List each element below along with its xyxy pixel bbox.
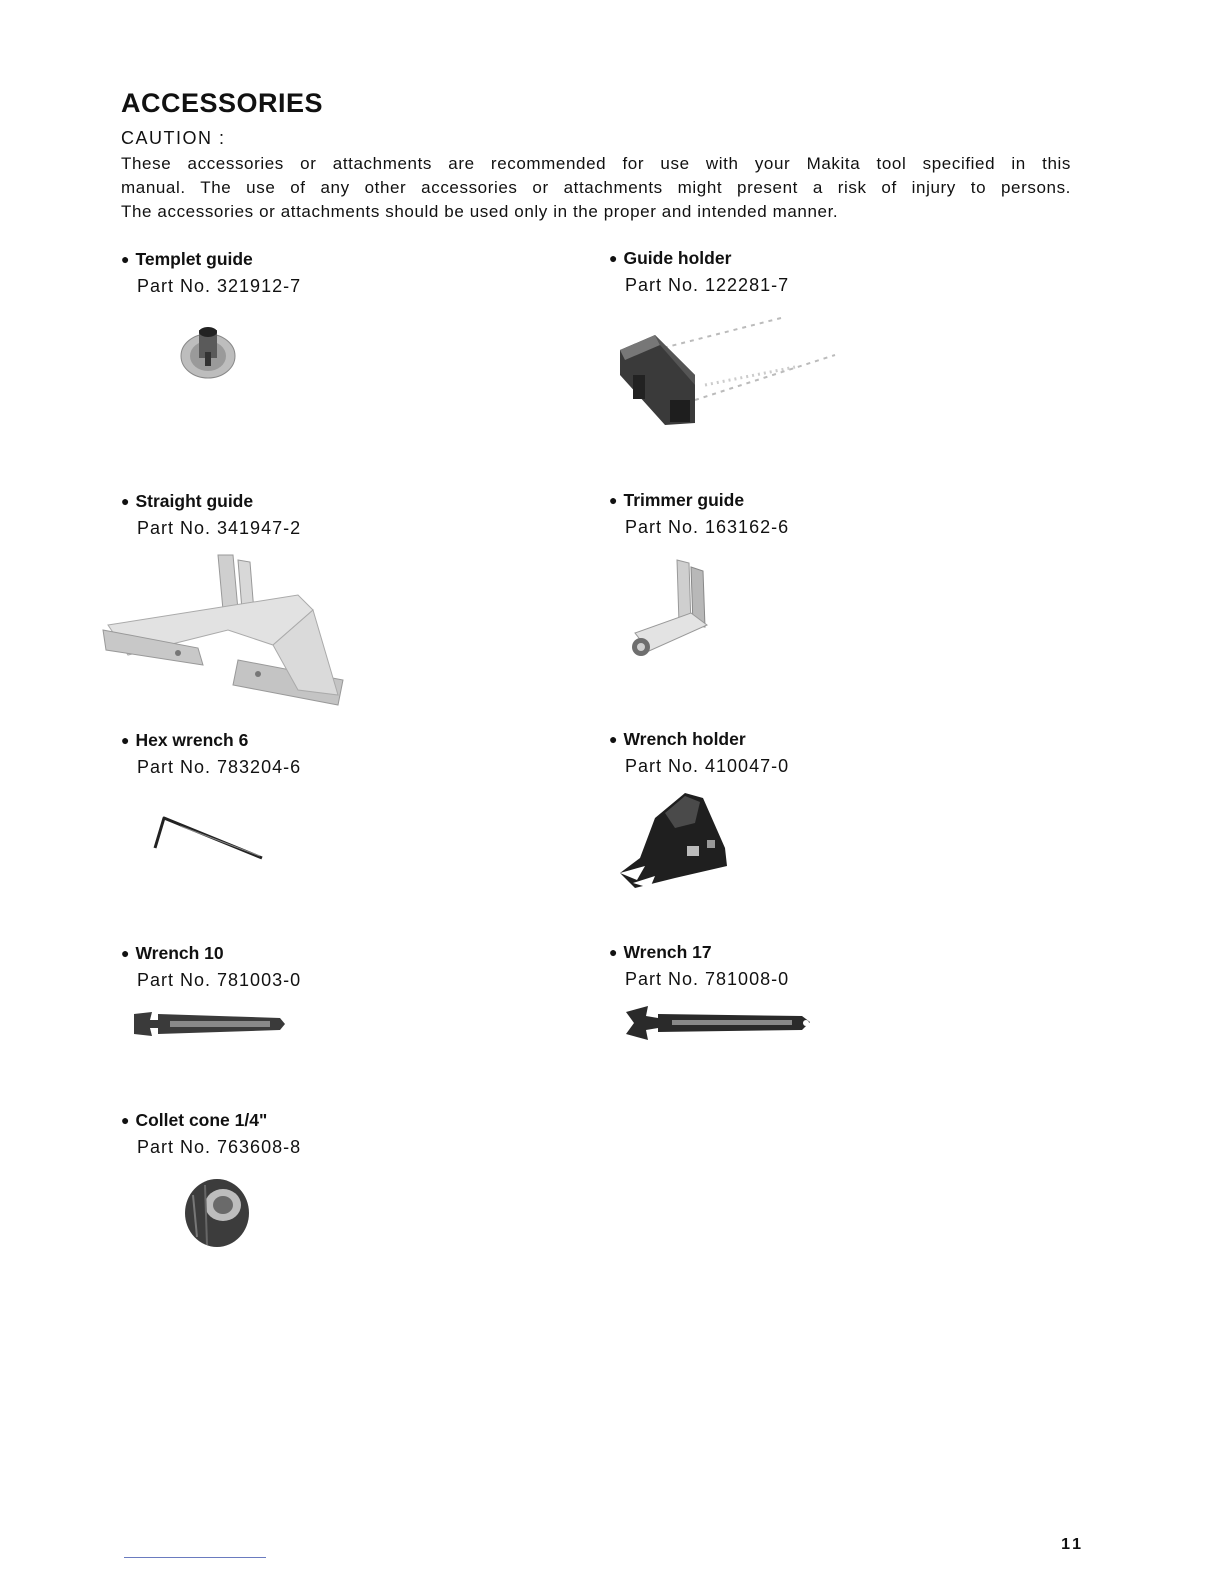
item-part-number: Part No. 763608-8: [137, 1137, 302, 1157]
page-title: ACCESSORIES: [121, 88, 324, 118]
item-part-number: Part No. 321912-7: [137, 276, 302, 296]
item-part-number: Part No. 781003-0: [137, 970, 302, 990]
item-name: Wrench 10: [135, 943, 224, 963]
item-part-number: Part No. 163162-6: [625, 517, 790, 537]
wrench-10-icon: [130, 1008, 290, 1040]
caution-line: The accessories or attachments should be used only in the proper and intended manner.: [121, 202, 839, 221]
accessory-item: ● Wrench 17 Part No. 781008-0: [609, 942, 790, 989]
caution-label: CAUTION :: [121, 128, 226, 148]
item-part-number: Part No. 410047-0: [625, 756, 790, 776]
item-name: Templet guide: [135, 249, 253, 269]
item-name: Hex wrench 6: [135, 730, 249, 750]
caution-text: [121, 152, 1071, 224]
item-name: Wrench 17: [623, 942, 712, 962]
item-name: Straight guide: [135, 491, 254, 511]
item-part-number: Part No. 341947-2: [137, 518, 302, 538]
item-name: Guide holder: [623, 248, 732, 268]
hex-wrench-icon: [150, 810, 270, 865]
collet-cone-icon: [175, 1175, 259, 1253]
item-part-number: Part No. 783204-6: [137, 757, 302, 777]
item-name: Collet cone 1/4": [135, 1110, 268, 1130]
item-part-number: Part No. 781008-0: [625, 969, 790, 989]
item-name: Wrench holder: [623, 729, 746, 749]
accessory-item: ● Wrench holder Part No. 410047-0: [609, 729, 790, 776]
accessory-item: ● Hex wrench 6 Part No. 783204-6: [121, 730, 302, 777]
wrench-holder-icon: [615, 788, 735, 898]
trimmer-guide-icon: [625, 555, 715, 665]
accessory-item: ● Straight guide Part No. 341947-2: [121, 491, 302, 538]
caution-line: These accessories or attachments are recommended for use with your Makita tool specified in this: [121, 154, 1071, 173]
guide-holder-icon: [615, 305, 845, 435]
wrench-17-icon: [622, 1002, 818, 1044]
page-number: 11: [1061, 1536, 1084, 1553]
accessory-item: ● Guide holder Part No. 122281-7: [609, 248, 790, 295]
accessory-item: ● Wrench 10 Part No. 781003-0: [121, 943, 302, 990]
templet-guide-icon: [175, 322, 245, 384]
straight-guide-icon: [98, 550, 348, 710]
accessory-item: ● Trimmer guide Part No. 163162-6: [609, 490, 790, 537]
accessory-item: ● Collet cone 1/4" Part No. 763608-8: [121, 1110, 302, 1157]
footnote-divider: [124, 1557, 266, 1558]
item-part-number: Part No. 122281-7: [625, 275, 790, 295]
accessory-item: ● Templet guide Part No. 321912-7: [121, 249, 302, 296]
caution-line: manual. The use of any other accessories or attachments might present a risk of injury to persons.: [121, 178, 1071, 197]
item-name: Trimmer guide: [623, 490, 745, 510]
